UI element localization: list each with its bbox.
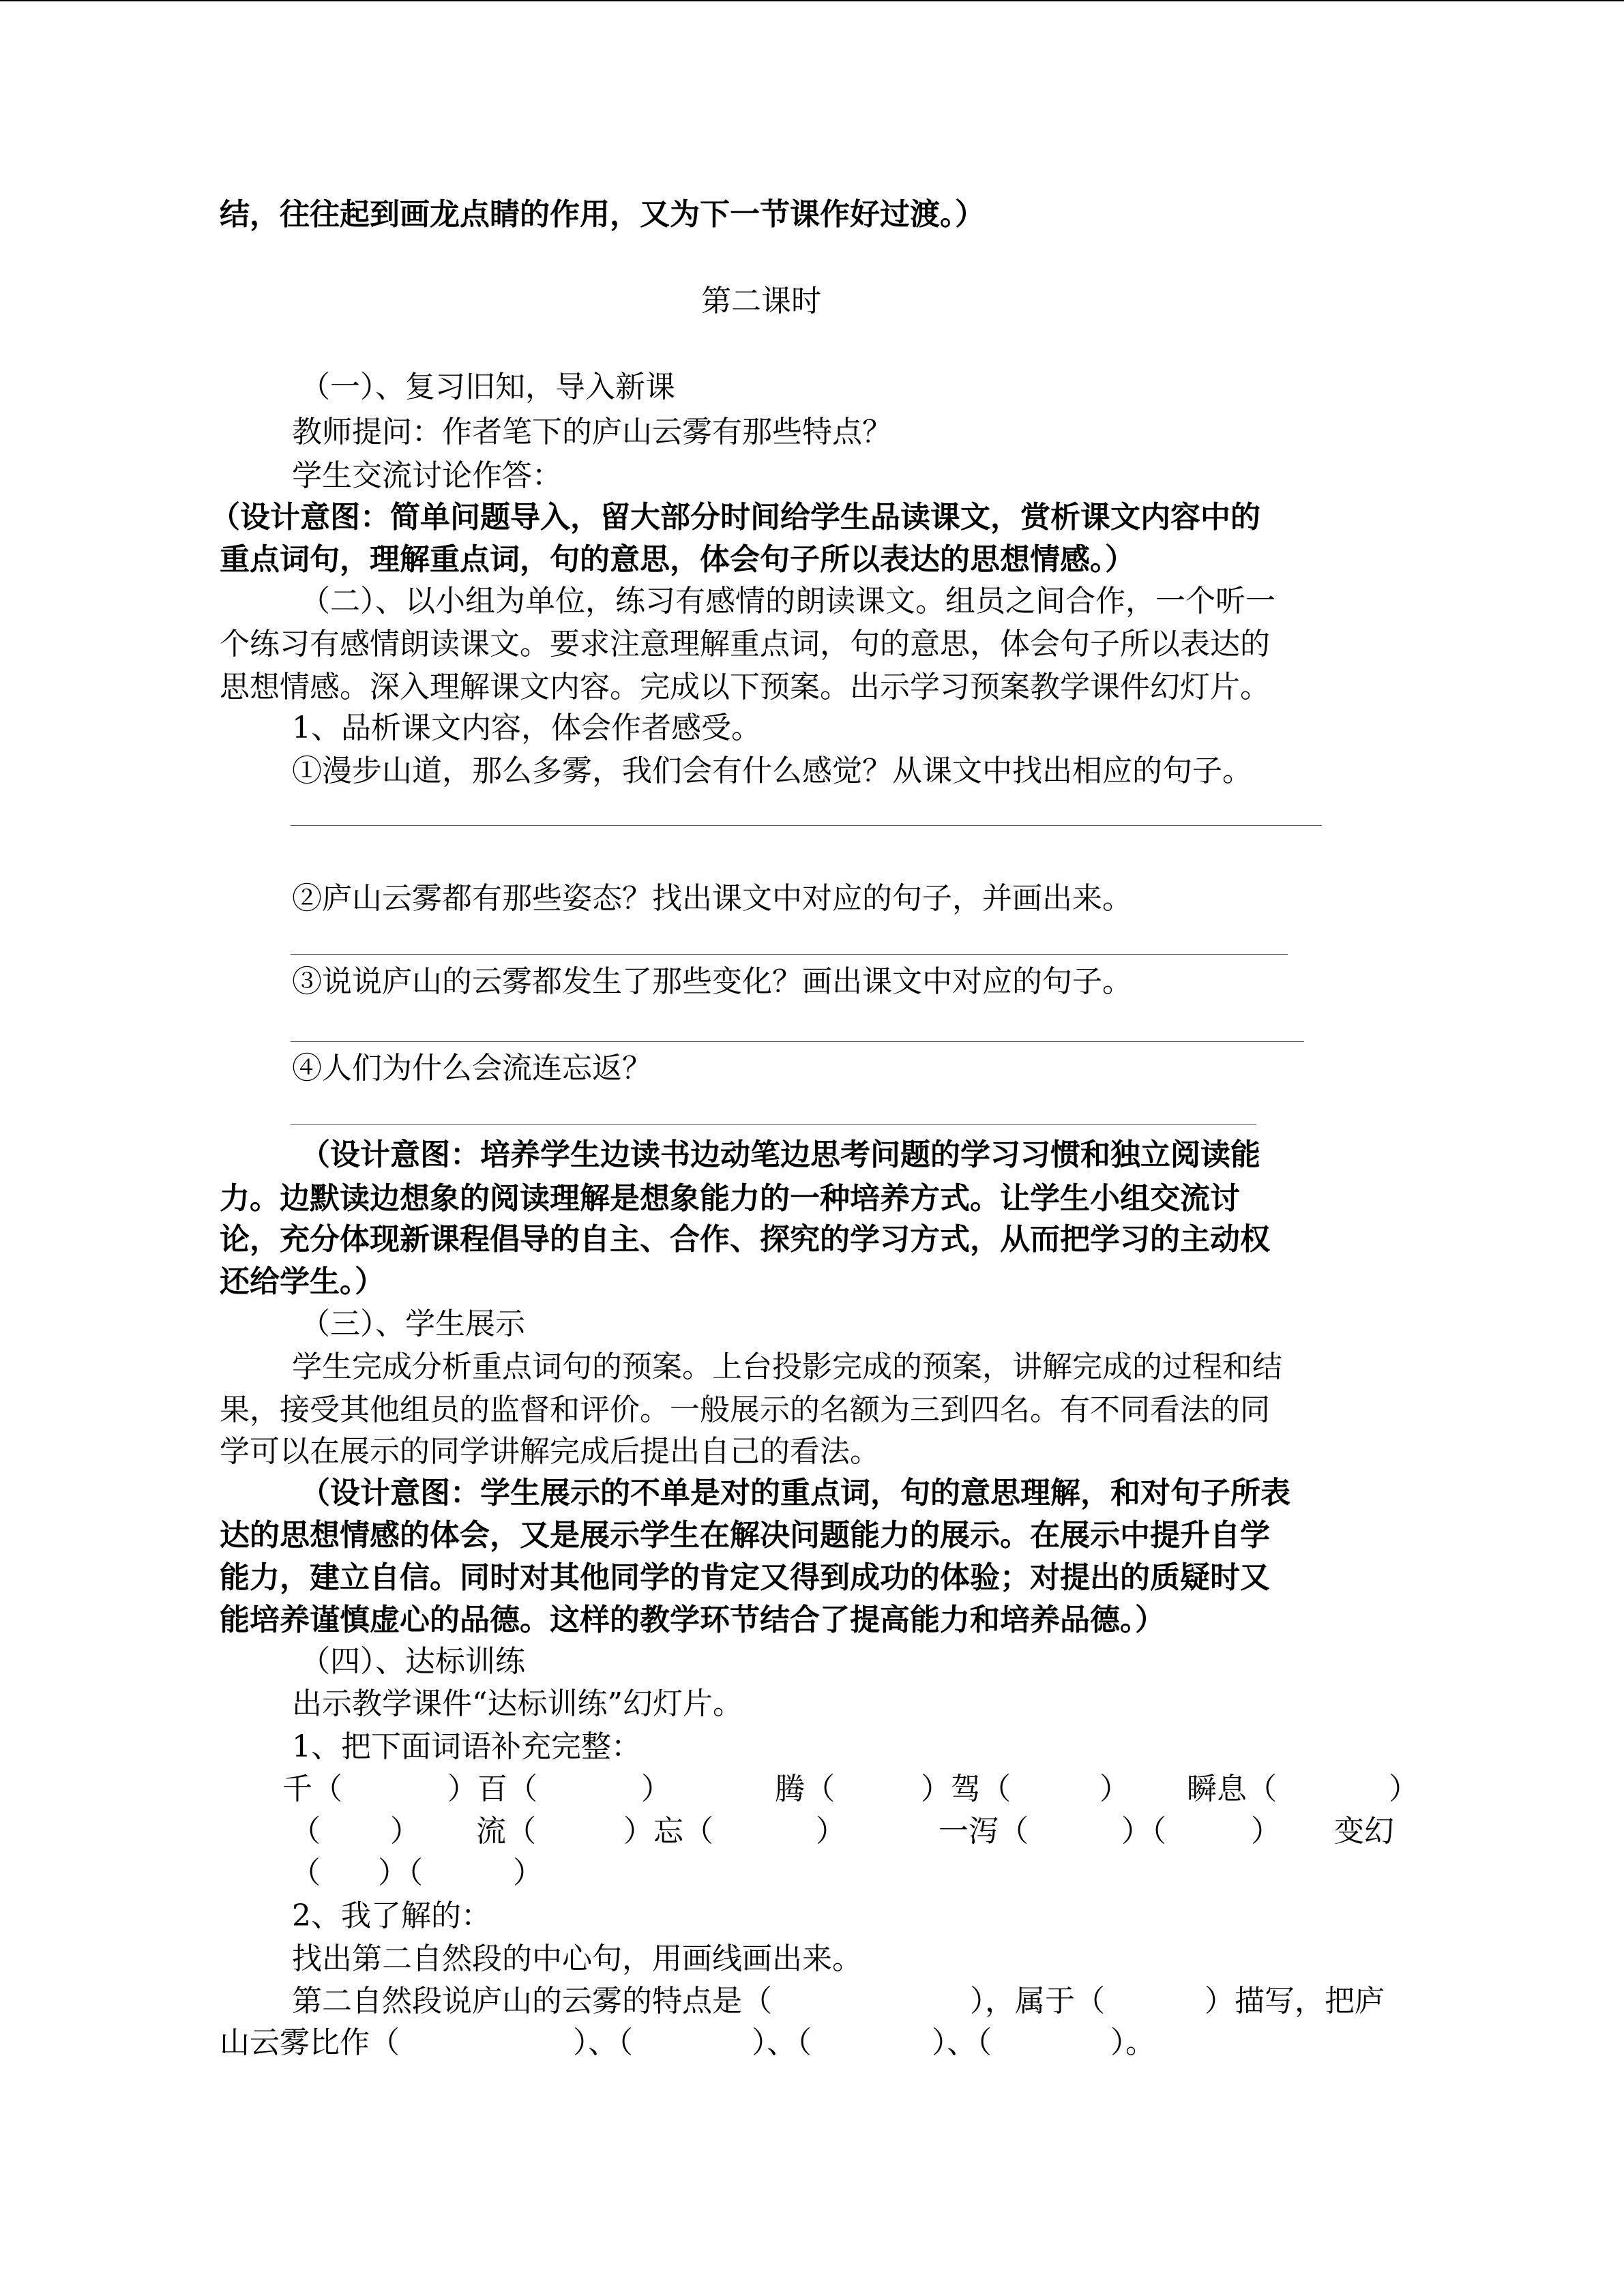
design-intent-line: 达的思想情感的体会，又是展示学生在解决问题能力的展示。在展示中提升自学	[220, 1518, 1270, 1553]
design-intent-line: 能力，建立自信。同时对其他同学的肯定又得到成功的体验；对提出的质疑时又	[220, 1560, 1270, 1595]
fill-word: ）忘（	[623, 1814, 713, 1849]
task-2-blank-line: 第二自然段说庐山的云雾的特点是（	[292, 1984, 772, 2018]
design-intent-line: （设计意图：培养学生边读书边动笔边思考问题的学习习惯和独立阅读能	[300, 1137, 1260, 1172]
design-intent-line: 力。边默读边想象的阅读理解是想象能力的一种培养方式。让学生小组交流讨	[220, 1181, 1240, 1216]
fill-word: ）	[1099, 1772, 1130, 1806]
task-2-blank-line: ）、（	[573, 2025, 633, 2060]
paragraph-continuation: 结，往往起到画龙点睛的作用，又为下一节课作好过渡。）	[220, 197, 985, 232]
design-intent-line: 能培养谨慎虚心的品德。这样的教学环节结合了提高能力和培养品德。）	[220, 1602, 1165, 1637]
fill-word: ）	[641, 1772, 671, 1806]
section-3-line: 果，接受其他组员的监督和评价。一般展示的名额为三到四名。有不同看法的同	[220, 1392, 1270, 1427]
fill-word: ）	[1251, 1814, 1281, 1849]
student-answer: 学生交流讨论作答：	[292, 458, 562, 493]
section-4-intro: 出示教学课件“达标训练”幻灯片。	[292, 1686, 743, 1721]
section-1-heading: （一）、复习旧知，导入新课	[300, 370, 675, 404]
design-intent-line: 论，充分体现新课程倡导的自主、合作、探究的学习方式，从而把学习的主动权	[220, 1222, 1270, 1257]
fill-word: ）	[816, 1814, 846, 1849]
question-2: ②庐山云雾都有那些姿态？找出课文中对应的句子，并画出来。	[292, 881, 1132, 916]
answer-line	[291, 954, 1288, 955]
fill-word: ）	[1389, 1772, 1419, 1806]
task-2-blank-line: 山云雾比作（	[220, 2025, 400, 2060]
fill-word: 瞬息（	[1187, 1772, 1277, 1806]
section-3-line: 学可以在展示的同学讲解完成后提出自己的看法。	[220, 1434, 880, 1469]
fill-word: 变幻	[1334, 1814, 1394, 1849]
fill-word: ）	[513, 1855, 543, 1890]
task-2-blank-line: ）、（	[752, 2025, 812, 2060]
section-3-line: 学生完成分析重点词句的预案。上台投影完成的预案，讲解完成的过程和结	[292, 1350, 1282, 1384]
design-intent-line: 还给学生。）	[220, 1264, 385, 1299]
design-intent-line: 重点词句，理解重点词，句的意思，体会句子所以表达的思想情感。）	[220, 542, 1135, 577]
fill-word: （	[291, 1814, 321, 1849]
task-2-blank-line: ）、（	[932, 2025, 992, 2060]
task-2-blank-line: ）。	[1110, 2025, 1155, 2060]
task-2-line: 找出第二自然段的中心句，用画线画出来。	[292, 1941, 862, 1976]
question-3: ③说说庐山的云雾都发生了那些变化？画出课文中对应的句子。	[292, 964, 1132, 999]
answer-line	[291, 1124, 1256, 1125]
question-1: ①漫步山道，那么多雾，我们会有什么感觉？从课文中找出相应的句子。	[292, 754, 1252, 788]
fill-word: ）驾（	[921, 1772, 1011, 1806]
fill-word: ）（	[378, 1855, 423, 1890]
fill-word: 千（	[282, 1772, 342, 1806]
fill-word: 腾（	[775, 1772, 835, 1806]
section-3-heading: （三）、学生展示	[300, 1307, 525, 1341]
answer-line	[291, 1041, 1304, 1042]
section-2-line: 思想情感。深入理解课文内容。完成以下预案。出示学习预案教学课件幻灯片。	[220, 670, 1270, 704]
task-2-blank-line: ）描写，把庐	[1205, 1984, 1385, 2018]
design-intent-line: （设计意图：学生展示的不单是对的重点词，句的意思理解，和对句子所表	[300, 1476, 1290, 1510]
fill-word: 一泻（	[939, 1814, 1029, 1849]
fill-word: ）	[390, 1814, 420, 1849]
task-2-blank-line: ），属于（	[970, 1984, 1105, 2018]
fill-word: ）（	[1121, 1814, 1166, 1849]
question-4: ④人们为什么会流连忘返？	[292, 1051, 652, 1086]
task-1-title: 1、把下面词语补充完整：	[292, 1729, 641, 1764]
section-2-line: 个练习有感情朗读课文。要求注意理解重点词，句的意思，体会句子所以表达的	[220, 627, 1270, 661]
fill-word: 流（	[476, 1814, 536, 1849]
task-title: 1、品析课文内容，体会作者感受。	[292, 711, 761, 745]
lesson-title: 第二课时	[701, 284, 821, 318]
answer-line	[291, 825, 1322, 826]
fill-word: （	[291, 1855, 321, 1890]
teacher-question: 教师提问：作者笔下的庐山云雾有那些特点？	[292, 415, 892, 449]
section-2-line: （二）、以小组为单位，练习有感情的朗读课文。组员之间合作，一个听一	[300, 584, 1275, 618]
task-2-title: 2、我了解的：	[292, 1898, 491, 1933]
design-intent-line: （设计意图：简单问题导入，留大部分时间给学生品读课文，赏析课文内容中的	[210, 500, 1260, 535]
section-4-heading: （四）、达标训练	[300, 1644, 525, 1679]
fill-word: ）百（	[447, 1772, 537, 1806]
